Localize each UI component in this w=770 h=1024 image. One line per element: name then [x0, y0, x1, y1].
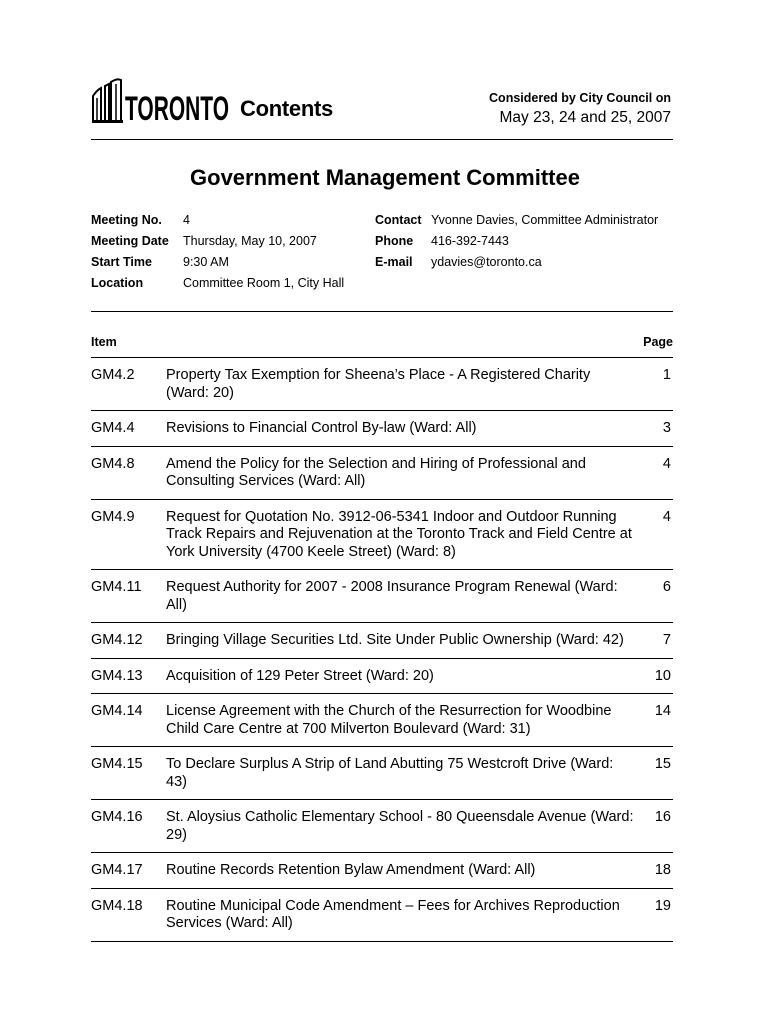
city-hall-logo-icon	[91, 76, 231, 124]
table-row	[91, 623, 673, 659]
item-code: GM4.12	[91, 632, 143, 648]
item-title: Bringing Village Securities Ltd. Site Under Public Ownership (Ward: 42)	[166, 632, 624, 648]
meeting-date-label: Meeting Date	[91, 234, 169, 248]
table-row	[91, 411, 673, 447]
item-code: GM4.18	[91, 897, 143, 914]
page-header	[91, 76, 671, 138]
email-label: E-mail	[375, 255, 413, 269]
item-title: Amend the Policy for the Selection and Hiring of Professional and Consulting Services (Ward: All)	[166, 455, 586, 489]
agenda-table	[91, 358, 673, 942]
item-title: License Agreement with the Church of the Resurrection for Woodbine Child Care Centre at 700 Milverton Boulevard (Ward: 31)	[166, 703, 612, 737]
phone-label: Phone	[375, 234, 414, 248]
meeting-date-value: Thursday, May 10, 2007	[183, 234, 317, 248]
table-row	[91, 659, 673, 695]
phone-value: 416-392-7443	[431, 234, 509, 248]
item-page: 14	[654, 703, 671, 719]
item-code: GM4.2	[91, 367, 135, 383]
table-row	[91, 747, 673, 800]
committee-title: Government Management Committee	[190, 165, 580, 190]
meeting-number-value: 4	[183, 213, 190, 227]
item-code: GM4.15	[91, 756, 143, 772]
item-title: Request for Quotation No. 3912-06-5341 Indoor and Outdoor Running Track Repairs and Rejuvenation at the Toronto Track and Field Centre at York University (4700 Keele Street) (Ward: 8)	[166, 508, 632, 560]
item-code: GM4.11	[91, 579, 142, 595]
logo-wordmark: TORONTO	[125, 90, 229, 124]
info-divider	[91, 311, 673, 312]
item-page: 19	[654, 897, 671, 914]
header-divider	[91, 139, 673, 140]
meeting-info	[91, 213, 673, 297]
item-code: GM4.4	[91, 420, 135, 436]
page-title: Contents	[240, 96, 333, 121]
contact-value: Yvonne Davies, Committee Administrator	[431, 213, 659, 227]
email-value: ydavies@toronto.ca	[431, 255, 542, 269]
item-page: 7	[662, 632, 671, 648]
item-page: 6	[662, 579, 671, 595]
meeting-number-label: Meeting No.	[91, 213, 162, 227]
table-row	[91, 853, 673, 889]
item-page: 15	[654, 756, 671, 772]
considered-dates: May 23, 24 and 25, 2007	[499, 109, 671, 126]
item-title: Revisions to Financial Control By-law (Ward: All)	[166, 420, 477, 436]
location-value: Committee Room 1, City Hall	[183, 276, 345, 290]
item-page: 18	[654, 862, 671, 878]
table-row	[91, 358, 673, 411]
item-title: Acquisition of 129 Peter Street (Ward: 20)	[166, 667, 434, 684]
table-row	[91, 800, 673, 853]
item-title: Property Tax Exemption for Sheena’s Place - A Registered Charity (Ward: 20)	[166, 367, 591, 401]
item-code: GM4.16	[91, 809, 143, 825]
item-page: 1	[662, 367, 671, 383]
start-time-value: 9:30 AM	[183, 255, 229, 269]
item-page: 16	[654, 809, 671, 825]
item-code: GM4.8	[91, 455, 135, 472]
contact-label: Contact	[375, 213, 422, 227]
table-row	[91, 889, 673, 942]
item-title: Routine Records Retention Bylaw Amendment (Ward: All)	[166, 862, 536, 878]
table-row	[91, 500, 673, 571]
item-title: St. Aloysius Catholic Elementary School - 80 Queensdale Avenue (Ward: 29)	[166, 809, 634, 843]
table-row	[91, 447, 673, 500]
start-time-label: Start Time	[91, 255, 152, 269]
item-code: GM4.9	[91, 508, 135, 525]
location-label: Location	[91, 276, 144, 290]
item-page: 3	[662, 420, 671, 436]
table-header	[91, 335, 673, 355]
item-code: GM4.17	[91, 862, 143, 878]
item-page: 4	[662, 455, 671, 472]
item-title: Routine Municipal Code Amendment – Fees for Archives Reproduction Services (Ward: All)	[166, 897, 620, 931]
item-page: 10	[654, 667, 671, 684]
considered-label: Considered by City Council on	[489, 91, 671, 105]
council-consideration	[489, 91, 671, 127]
item-title: Request Authority for 2007 - 2008 Insurance Program Renewal (Ward: All)	[166, 579, 618, 613]
item-code: GM4.14	[91, 703, 143, 719]
item-column-header: Item	[91, 335, 117, 349]
info-row	[91, 276, 673, 297]
table-row	[91, 694, 673, 747]
item-title: To Declare Surplus A Strip of Land Abutting 75 Westcroft Drive (Ward: 43)	[166, 756, 614, 790]
table-row	[91, 570, 673, 623]
info-row	[91, 234, 673, 255]
info-row	[91, 255, 673, 276]
toronto-logo	[91, 76, 231, 124]
item-code: GM4.13	[91, 667, 143, 684]
page-column-header: Page	[643, 335, 673, 349]
info-row	[91, 213, 673, 234]
item-page: 4	[662, 508, 671, 525]
